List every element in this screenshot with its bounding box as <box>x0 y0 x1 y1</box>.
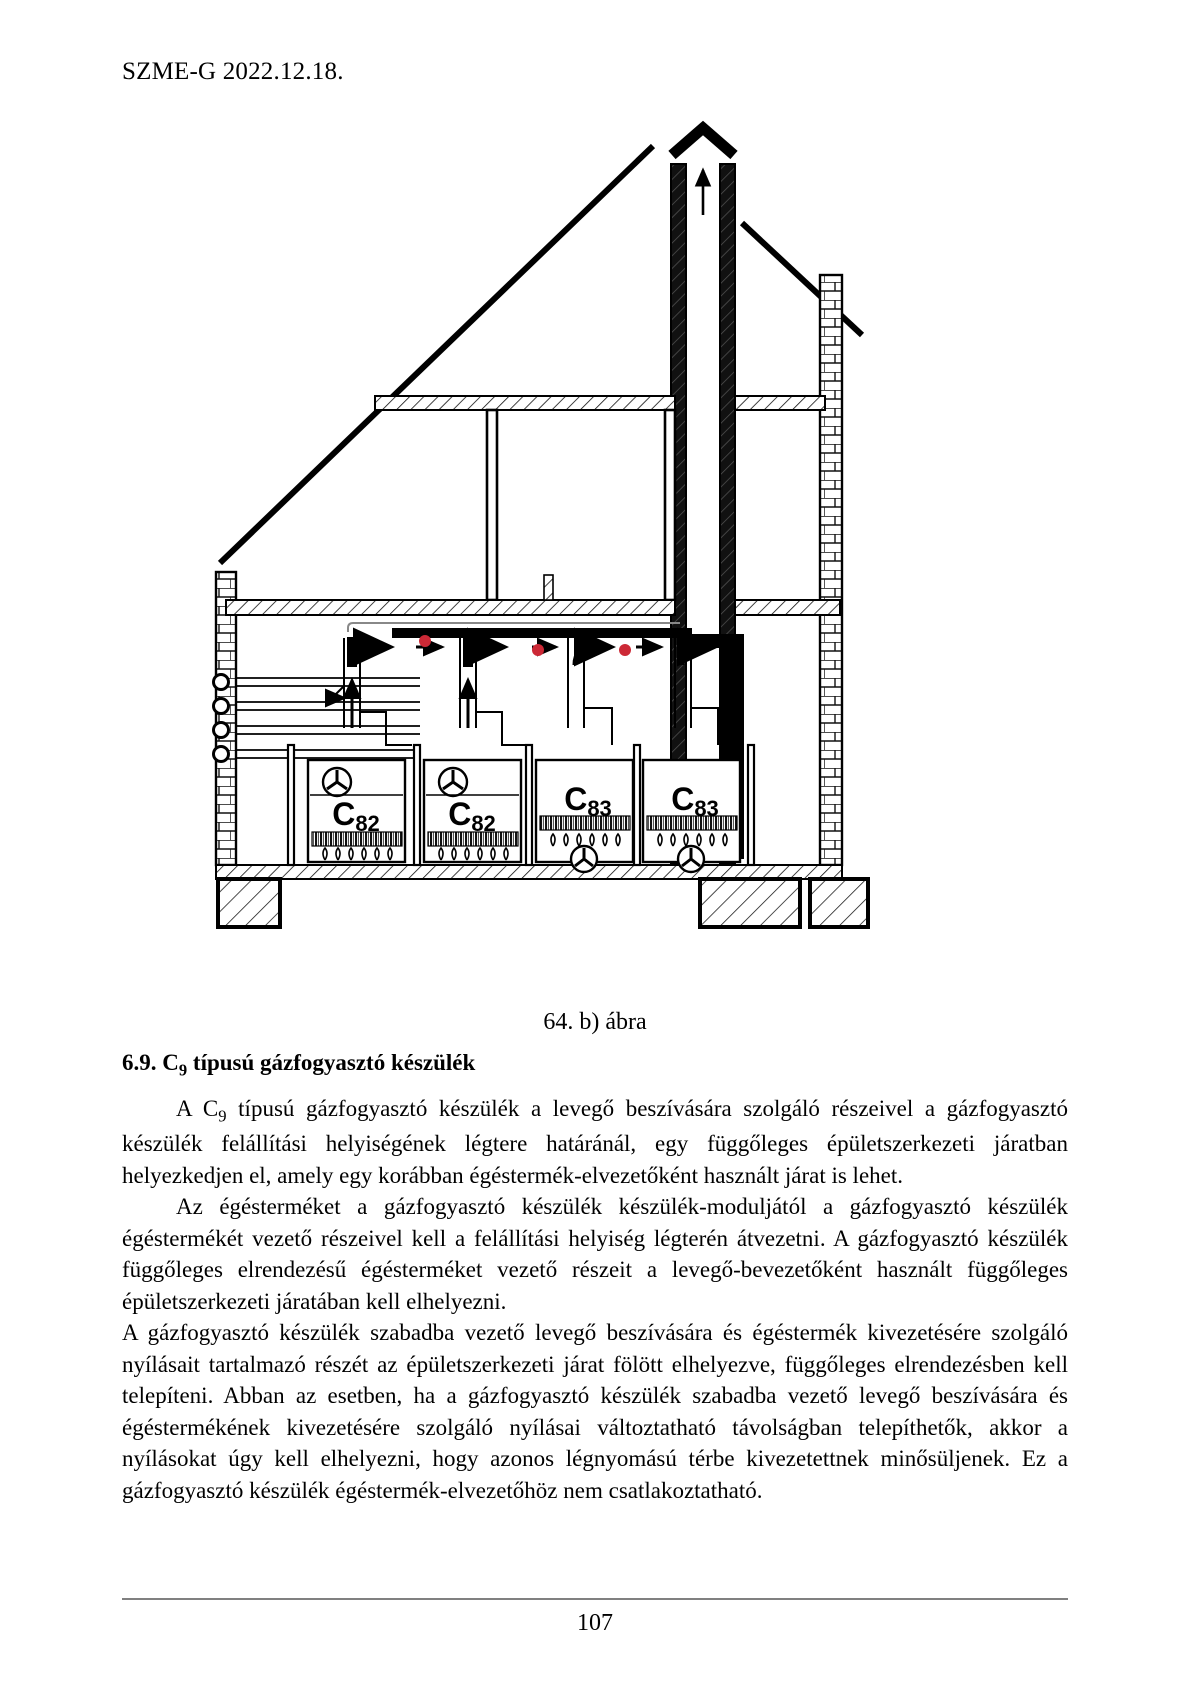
connection-marker <box>619 644 631 656</box>
appliance-label: C83 <box>671 781 719 821</box>
appliance-2 <box>424 760 521 862</box>
plantroom-ceiling-slab <box>226 575 840 615</box>
air-inlet-opening <box>214 675 229 690</box>
appliance-risers <box>326 638 691 728</box>
air-inlet-opening <box>214 699 229 714</box>
connection-marker <box>532 644 544 656</box>
connection-marker <box>419 635 431 647</box>
air-inlet-opening <box>214 747 229 762</box>
section-heading <box>122 1050 475 1081</box>
section-title-pre: C <box>162 1050 179 1075</box>
section-number: 6.9. <box>122 1050 157 1075</box>
footing-center <box>700 879 800 927</box>
footing-left <box>218 879 280 927</box>
section-title-sub: 9 <box>178 1060 188 1080</box>
paragraph-1-post: típusú gázfogyasztó készülék a levegő beszívására szolgáló részeivel a gázfogyasztó készülék felállítási helyiségének légtere határánál, egy függőleges épületszerkezeti járatban helyezkedjen el, amely egy korábban égéstermék-elvezetőként használt járat is lehet. <box>122 1096 1068 1188</box>
gas-appliances <box>308 760 740 872</box>
appliance-1 <box>308 760 405 862</box>
ground-floor-slab <box>216 865 842 879</box>
building-section-diagram <box>120 120 1070 980</box>
document-header: SZME-G 2022.12.18. <box>122 58 344 85</box>
appliance-label: C83 <box>564 781 612 821</box>
section-title-post: típusú gázfogyasztó készülék <box>187 1050 476 1075</box>
air-inlet-opening <box>214 723 229 738</box>
body-text <box>122 1093 1068 1506</box>
footer-divider <box>122 1598 1068 1600</box>
paragraph-1-pre: A C <box>176 1096 219 1121</box>
appliance-label: C82 <box>448 796 496 836</box>
heat-exchanger <box>540 816 630 830</box>
heat-exchanger <box>647 816 737 830</box>
page-number: 107 <box>577 1610 613 1636</box>
appliance-3 <box>536 760 633 872</box>
paragraph-1-sub: 9 <box>218 1106 227 1126</box>
figure-caption: 64. b) ábra <box>543 1009 647 1035</box>
airflow-arrows <box>352 647 712 665</box>
paragraph-3: A gázfogyasztó készülék szabadba vezető levegő beszívására és égéstermék kivezetésére szolgáló nyílásait tartalmazó részét az épületszerkezeti járat fölött elhelyezve, függőleges elrendezésben kell telepíteni. Abban az esetben, ha a gázfogyasztó készülék szabadba vezető levegő beszívására és égéstermékének kivezetésére szolgáló nyílásai változtatható távolságban telepíthetők, akkor a nyílásokat úgy kell elhelyezni, hogy azonos légnyomású térbe kivezetettnek minősüljenek. Ez a gázfogyasztó készülék égéstermék-elvezetőhöz nem csatlakoztatható. <box>122 1320 1068 1503</box>
appliance-label: C82 <box>332 796 380 836</box>
paragraph-2: Az égésterméket a gázfogyasztó készülék készülék-moduljától a gázfogyasztó készülék égéstermékét vezető részeivel kell a felállítási helyiség légterén átvezetni. A gázfogyasztó készülék függőleges elrendezésű égésterméket vezető részeit a levegő-bevezetőként használt függőleges épületszerkezeti járatában kell elhelyezni. <box>122 1194 1068 1314</box>
figure-64b <box>120 120 1070 980</box>
foundation-footings <box>218 879 868 927</box>
appliance-4 <box>643 760 740 872</box>
right-exterior-wall <box>820 275 842 865</box>
footing-right <box>810 879 868 927</box>
paragraph-1 <box>122 1093 1068 1191</box>
roof-outline <box>220 145 862 595</box>
